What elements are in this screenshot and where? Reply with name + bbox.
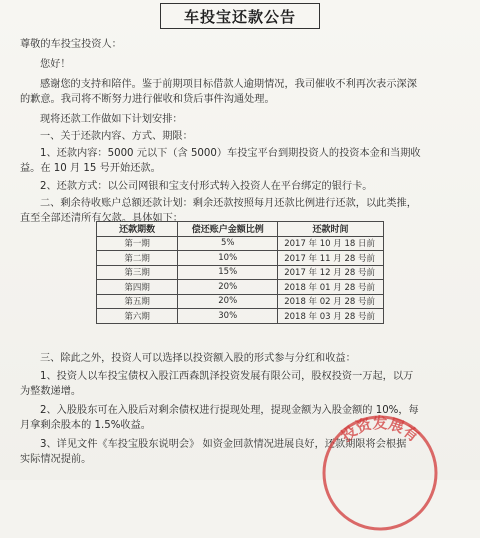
date-cell: 2018 年 01 月 28 号前	[278, 280, 384, 295]
section1-item2: 2、还款方式：以公司网银和宝支付形式转入投资人在平台绑定的银行卡。	[40, 181, 373, 192]
date-cell: 2017 年 12 月 28 号前	[278, 265, 384, 280]
page-title: 车投宝还款公告	[183, 7, 296, 26]
ratio-cell: 10%	[178, 251, 278, 266]
ratio-cell: 5%	[178, 236, 278, 251]
repayment-schedule-table	[96, 221, 384, 324]
greeting: 尊敬的车投宝投资人：	[20, 39, 122, 50]
table-row	[97, 251, 384, 266]
period-cell: 第五期	[97, 294, 178, 309]
plan-intro: 现将还款工作做如下计划安排：	[40, 114, 183, 125]
ratio-cell: 20%	[178, 280, 278, 295]
header-ratio: 偿还账户金额比例	[178, 222, 278, 237]
table-header-row	[97, 222, 384, 237]
date-cell: 2017 年 10 月 18 日前	[278, 236, 384, 251]
period-cell: 第四期	[97, 280, 178, 295]
intro-line-2: 的歉意。我司将不断努力进行催收和贷后事件沟通处理。	[20, 94, 275, 105]
section3-item1-line2: 为整数递增。	[20, 386, 82, 397]
section1-heading: 一、关于还款内容、方式、期限：	[40, 131, 193, 142]
section2-line2: 直至全部还清所有欠款。具体如下：	[20, 213, 183, 224]
section2-line1: 二、剩余待收账户总额还款计划：剩余还款按照每月还款比例进行还款，以此类推，	[40, 198, 417, 209]
intro-line-1: 感谢您的支持和陪伴。鉴于前期项目标借款人逾期情况，我司催收不利再次表示深深	[40, 79, 417, 90]
section1-item1-line2: 益。在 10 月 15 号开始还款。	[20, 163, 161, 174]
header-date: 还款时间	[278, 222, 384, 237]
section3-item3-line2: 实际情况提前。	[20, 454, 92, 465]
ratio-cell: 20%	[178, 294, 278, 309]
table-row	[97, 309, 384, 324]
table-row	[97, 265, 384, 280]
period-cell: 第一期	[97, 236, 178, 251]
date-cell: 2018 年 03 月 28 号前	[278, 309, 384, 324]
date-cell: 2017 年 11 月 28 号前	[278, 251, 384, 266]
seal-text: 投资发展有	[337, 414, 423, 446]
section3-item1-line1: 1、投资人以车投宝债权入股江西森凯泽投资发展有限公司，股权投资一万起，以万	[40, 371, 414, 382]
section3-heading: 三、除此之外，投资人可以选择以投资额入股的形式参与分红和收益：	[40, 353, 356, 364]
company-seal	[315, 408, 445, 538]
table-row	[97, 294, 384, 309]
ratio-cell: 15%	[178, 265, 278, 280]
hello: 您好！	[40, 59, 71, 70]
header-period: 还款期数	[97, 222, 178, 237]
section3-item3-line1: 3、详见文件《车投宝股东说明会》 如资金回款情况进展良好，还款期限将会根据	[40, 439, 407, 450]
section3-item2-line1: 2、入股股东可在入股后对剩余债权进行提现处理，提现金额为入股金额的 10%，每	[40, 405, 419, 416]
section3-item2-line2: 月拿剩余股本的 1.5%收益。	[20, 420, 151, 431]
table-row	[97, 236, 384, 251]
section1-item1-line1: 1、还款内容：5000 元以下（含 5000）车投宝平台到期投资人的投资本金和当期收	[40, 148, 421, 159]
period-cell: 第六期	[97, 309, 178, 324]
title-box	[160, 3, 320, 29]
period-cell: 第三期	[97, 265, 178, 280]
table-row	[97, 280, 384, 295]
period-cell: 第二期	[97, 251, 178, 266]
date-cell: 2018 年 02 月 28 号前	[278, 294, 384, 309]
ratio-cell: 30%	[178, 309, 278, 324]
